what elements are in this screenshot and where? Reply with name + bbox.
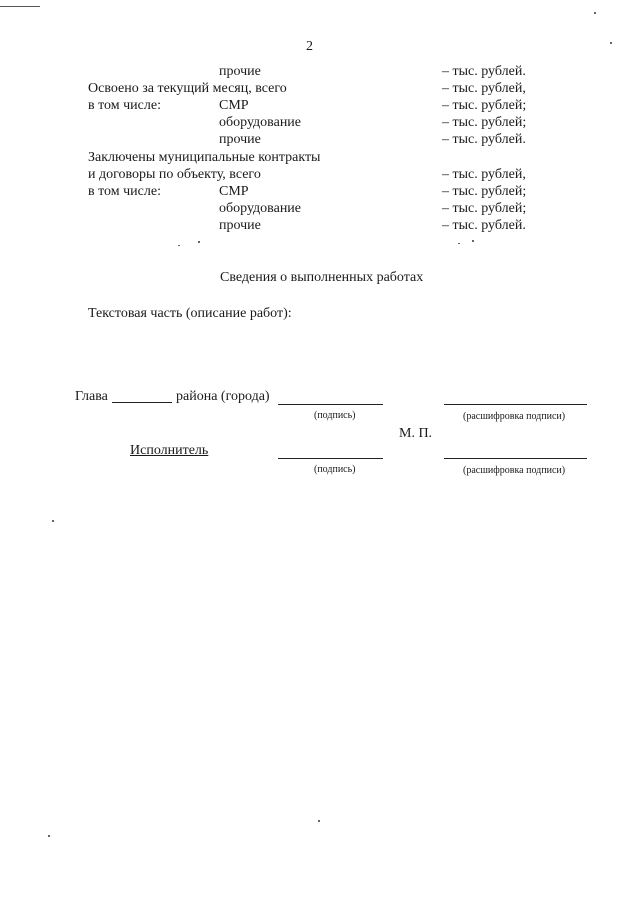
scan-speck xyxy=(48,835,50,837)
row-4-item: оборудование xyxy=(219,115,302,130)
row-2-label: Освоено за текущий месяц, всего xyxy=(88,81,287,96)
decode-caption-2: (расшифровка подписи) xyxy=(463,465,566,476)
page-number: 2 xyxy=(306,39,313,54)
scan-speck xyxy=(472,240,474,242)
scan-edge-mark xyxy=(0,6,40,7)
scan-speck xyxy=(198,241,200,243)
row-3-unit: – тыс. рублей; xyxy=(442,98,527,113)
row-3-label: в том числе: xyxy=(88,98,161,113)
signature-caption-1: (подпись) xyxy=(314,410,356,421)
row-3-item: СМР xyxy=(219,98,249,113)
head-signature-line xyxy=(278,404,383,405)
scan-speck xyxy=(458,243,460,244)
row-9-unit: – тыс. рублей; xyxy=(442,201,527,216)
row-5-unit: – тыс. рублей. xyxy=(442,132,526,147)
row-7-label: и договоры по объекту, всего xyxy=(88,167,261,182)
row-5-item: прочие xyxy=(219,132,261,147)
head-suffix: района (города) xyxy=(176,389,270,404)
scan-speck xyxy=(594,12,596,14)
scan-speck xyxy=(52,520,54,522)
row-1-unit: – тыс. рублей. xyxy=(442,64,526,79)
executor-signature-line xyxy=(278,458,383,459)
row-8-unit: – тыс. рублей; xyxy=(442,184,527,199)
row-10-unit: – тыс. рублей. xyxy=(442,218,526,233)
row-6-label: Заключены муниципальные контракты xyxy=(88,150,321,165)
row-8-label: в том числе: xyxy=(88,184,161,199)
section-title: Сведения о выполненных работах xyxy=(220,270,424,285)
scan-speck xyxy=(178,245,180,246)
row-4-unit: – тыс. рублей; xyxy=(442,115,527,130)
row-8-item: СМР xyxy=(219,184,249,199)
executor-label: Исполнитель xyxy=(130,443,209,458)
text-part-label: Текстовая часть (описание работ): xyxy=(88,306,292,321)
stamp-place: М. П. xyxy=(399,426,433,441)
row-9-item: оборудование xyxy=(219,201,302,216)
row-2-unit: – тыс. рублей, xyxy=(442,81,526,96)
decode-caption-1: (расшифровка подписи) xyxy=(463,411,566,422)
executor-decode-line xyxy=(444,458,587,459)
head-prefix: Глава xyxy=(75,389,108,404)
head-decode-line xyxy=(444,404,587,405)
row-1-item: прочие xyxy=(219,64,261,79)
signature-caption-2: (подпись) xyxy=(314,464,356,475)
row-7-unit: – тыс. рублей, xyxy=(442,167,526,182)
scan-speck xyxy=(610,42,612,44)
head-district-blank-line xyxy=(112,402,172,403)
row-10-item: прочие xyxy=(219,218,261,233)
scan-speck xyxy=(318,820,320,822)
